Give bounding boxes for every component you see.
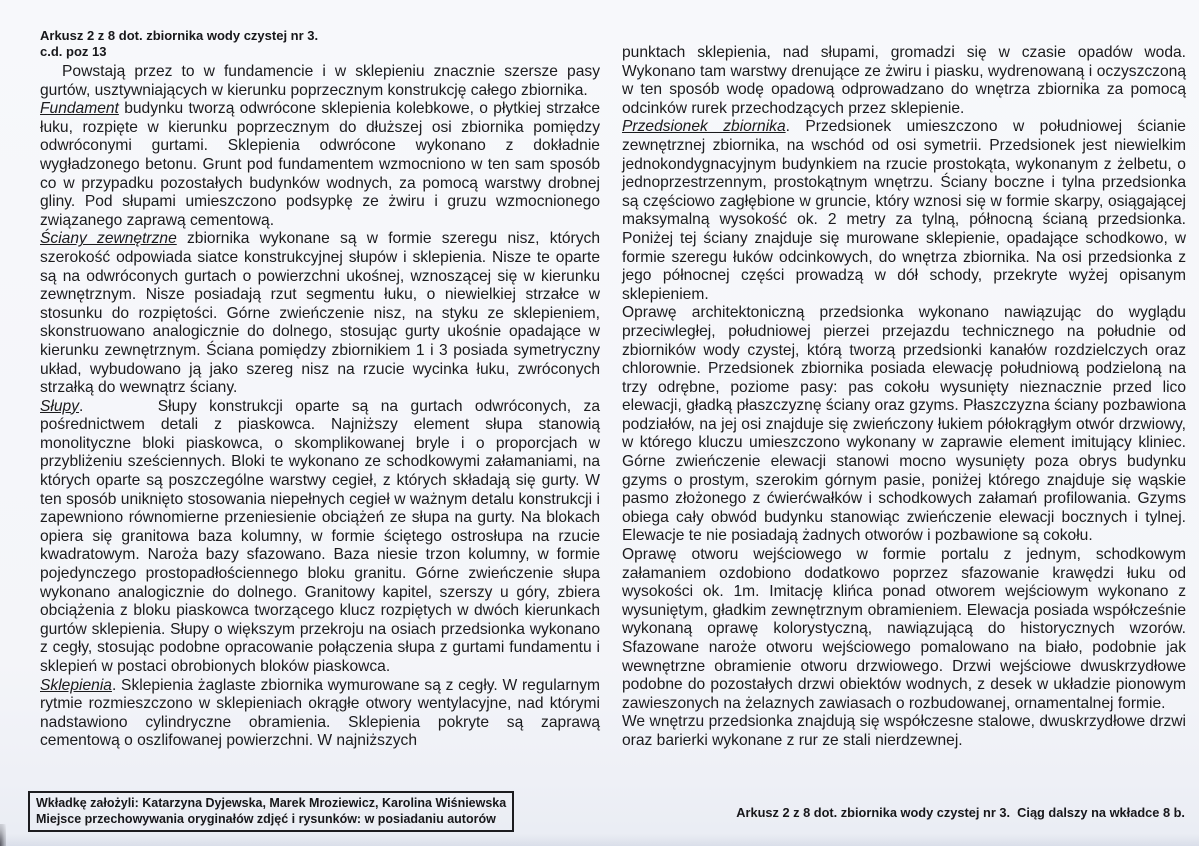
- credits-box: [28, 791, 514, 832]
- credits-originals-location: Miejsce przechowywania oryginałów zdjęć i rysunków: w posiadaniu autorów: [36, 812, 496, 826]
- header-sheet-title: Arkusz 2 z 8 dot. zbiornika wody czystej nr 3.: [40, 28, 319, 43]
- paragraph-slupy: [40, 398, 600, 677]
- lead-term-slupy: Słupy: [40, 397, 80, 415]
- paragraph-oprawa-otworu: [622, 546, 1186, 713]
- scan-corner-shadow: [0, 824, 6, 846]
- paragraph-text: Powstają przez to w fundamencie i w sklepieniu znacznie szersze pasy gurtów, usztywniających w kierunku poprzecznym konstrukcję całego zbiornika.: [40, 63, 600, 99]
- paragraph-text: Oprawę architektoniczną przedsionka wykonano nawiązując do wyglądu przeciwległej, południowej pierzei przejazdu technicznego na południe od zbiorników wody czystej, którą tworzą przedsionki kanałów rozdzielczych oraz chlorownie. Przedsionek zbiornika posiada elewację południową podzieloną na trzy odrębne, poziome pasy: pas cokołu wysunięty nieznacznie przed lico elewacji, gładką płaszczyznę ściany oraz gzyms. Płaszczyzna ściany pozbawiona podziałów, na jej osi znajduje się zwieńczony łukiem półokrągłym otwór drzwiowy, w którego kluczu umieszczono wykonany w zaprawie element imitujący kliniec. Górne zwieńczenie elewacji stanowi mocno wysunięty poza obrys budynku gzyms o prostym, szerokim górnym pasie, poniżej którego znajduje się wąskie pasmo złożonego z ćwierćwałków i schodkowych załamań profilowania. Gzyms obiega cały obwód budynku stanowiąc zwieńczenie elewacji bocznych i tylnej. Elewacje te nie posiadają żadnych otworów i pozbawione są cokołu.: [622, 304, 1186, 545]
- lead-term-fundament: Fundament: [40, 100, 119, 118]
- paragraph-text: . Słupy konstrukcji oparte są na gurtach odwróconych, za pośrednictwem detali z piaskowca. Najniższy element słupa stanowią monolityczne bloki piaskowca, o skomplikowanej bryle i o proporcjach w przybliżeniu sześciennych. Bloki te wykonano ze schodkowymi załamaniami, na których oparte są poszczególne warstwy cegieł, z których składają się gurty. W ten sposób uniknięto stosowania niepełnych cegieł w ważnym detalu konstrukcji i zapewniono równomierne przeniesienie obciążeń ze słupa na gurty. Na blokach opiera się granitowa baza kolumny, w formie ściętego ostrosłupa na rzucie kwadratowym. Naroża bazy sfazowano. Baza niesie trzon kolumny, w formie pojedynczego prostopadłościennego bloku granitu. Górne zwieńczenie słupa wykonano analogicznie do dolnego. Granitowy kapitel, szerszy u góry, zbiera obciążenia z bloku piaskowca tworzącego klucz rozpiętych w dwóch kierunkach gurtów sklepienia. Słupy o większym przekroju na osiach przedsionka wykonano z cegły, stosując podobne opracowanie połączenia słupa z gurtami fundamentu i sklepień w postaci obrobionych bloków piaskowca.: [40, 397, 600, 675]
- paragraph-continuation: [622, 44, 1186, 118]
- paragraph-sciany-zewnetrzne: [40, 230, 600, 397]
- paragraph-intro: [40, 63, 600, 100]
- paragraph-text: budynku tworzą odwrócone sklepienia kolebkowe, o płytkiej strzałce łuku, rozpięte w kierunku poprzecznym do dłuższej osi zbiornika pomiędzy odwróconymi gurtami. Sklepienia odwrócone wykonano z dokładnie wygładzonego betonu. Grunt pod fundamentem wzmocniono w ten sam sposób co w przypadku pozostałych budynków wodnych, za pomocą warstwy drobnej gliny. Pod słupami umieszczono podsypkę ze żwiru i gruzu wzmocnionego związanego zaprawą cementową.: [40, 100, 600, 229]
- footer-continuation-note: Arkusz 2 z 8 dot. zbiornika wody czystej nr 3. Ciąg dalszy na wkładce 8 b.: [736, 805, 1185, 820]
- paragraph-wnetrze-przedsionka: [622, 713, 1186, 750]
- paragraph-text: Oprawę otworu wejściowego w formie portalu z jednym, schodkowym załamaniem ozdobiono dodatkowo poprzez sfazowanie krawędzi łuku od wysokości ok. 1m. Imitację klińca ponad otworem wejściowym wykonano z wysuniętym, gładkim zewnętrznym obramieniem. Elewacja posiada współcześnie wykonaną oprawę kolorystyczną, nawiązującą do historycznych wzorów. Sfazowane naroże otworu wejściowego pomalowano na biało, podobnie jak wewnętrzne obramienie otworu drzwiowego. Drzwi wejściowe dwuskrzydłowe podobne do pozostałych drzwi obiektów wodnych, z desek w układzie pionowym zawieszonych na żelaznych zawiasach o rozbudowanej, ornamentalnej formie.: [622, 546, 1186, 712]
- scan-bottom-tint: [0, 834, 1199, 846]
- paragraph-text: . Sklepienia żaglaste zbiornika wymurowane są z cegły. W regularnym rytmie rozmieszczono w sklepieniach okrągłe otwory wentylacyjne, nad którymi nadstawiono cylindryczne obramienia. Sklepienia pokryte są zaprawą cementową o oszlifowanej powierzchni. W najniższych: [40, 676, 600, 750]
- paragraph-fundament: [40, 100, 600, 230]
- paragraph-text: We wnętrzu przedsionka znajdują się współczesne stalowe, dwuskrzydłowe drzwi oraz barierki wykonane z rur ze stali nierdzewnej.: [622, 713, 1186, 749]
- lead-term-przedsionek-zbiornika: Przedsionek zbiornika: [622, 118, 786, 136]
- paragraph-text: zbiornika wykonane są w formie szeregu nisz, których szerokość odpowiada siatce konstrukcyjnej słupów i sklepienia. Nisze te oparte są na odwróconych gurtach o powierzchni ukośnej, wznoszącej się w kierunku zewnętrznym. Nisze posiadają rzut segmentu łuku, o niewielkiej strzałce w stosunku do rozpiętości. Górne zwieńczenie nisz, na styku ze sklepieniem, skonstruowano analogicznie do dolnego, stosując gurty ukośnie opadające w kierunku zewnętrznym. Ściana pomiędzy zbiornikiem 1 i 3 posiada symetryczny układ, wybudowano ją jako szereg nisz na rzucie wycinka łuku, zwróconych strzałką do wewnątrz ściany.: [40, 230, 600, 397]
- left-text-column: [40, 63, 600, 751]
- header-continuation-note: c.d. poz 13: [40, 44, 107, 59]
- document-header: [40, 28, 600, 60]
- lead-term-sciany-zewnetrzne: Ściany zewnętrzne: [40, 230, 177, 248]
- right-text-column: [622, 44, 1186, 751]
- lead-term-sklepienia: Sklepienia: [40, 676, 112, 694]
- credits-authors: Wkładkę założyli: Katarzyna Dyjewska, Marek Mroziewicz, Karolina Wiśniewska: [36, 796, 507, 810]
- paragraph-sklepienia: [40, 677, 600, 751]
- paragraph-text: punktach sklepienia, nad słupami, gromadzi się w czasie opadów woda. Wykonano tam warstwy drenujące ze żwiru i piasku, wydrenowaną i oczyszczoną w ten sposób wodę opadową odprowadzano do wnętrza zbiornika za pomocą odcinków rurek przechodzących przez sklepienie.: [622, 44, 1186, 117]
- paragraph-text: . Przedsionek umieszczono w południowej ścianie zewnętrznej zbiornika, na wschód od osi symetrii. Przedsionek jest niewielkim jednokondygnacyjnym budynkiem na rzucie prostokąta, wykonanym z żelbetu, o jednoprzestrzennym, prostokątnym wnętrzu. Ściany boczne i tylna przedsionka są częściowo zagłębione w gruncie, który wznosi się w formie skarpy, osiągającej maksymalną wysokość ok. 2 metry za tylną, północną ścianą przedsionka. Poniżej tej ściany znajduje się murowane sklepienie, opadające schodkowo, w formie szeregu łuków odcinkowych, do wnętrza zbiornika. Na osi przedsionka z jego północnej części prowadzą w dół schody, przekryte wyżej opisanym sklepieniem.: [622, 118, 1186, 303]
- paragraph-przedsionek: [622, 118, 1186, 304]
- paragraph-oprawa-architektoniczna: [622, 304, 1186, 546]
